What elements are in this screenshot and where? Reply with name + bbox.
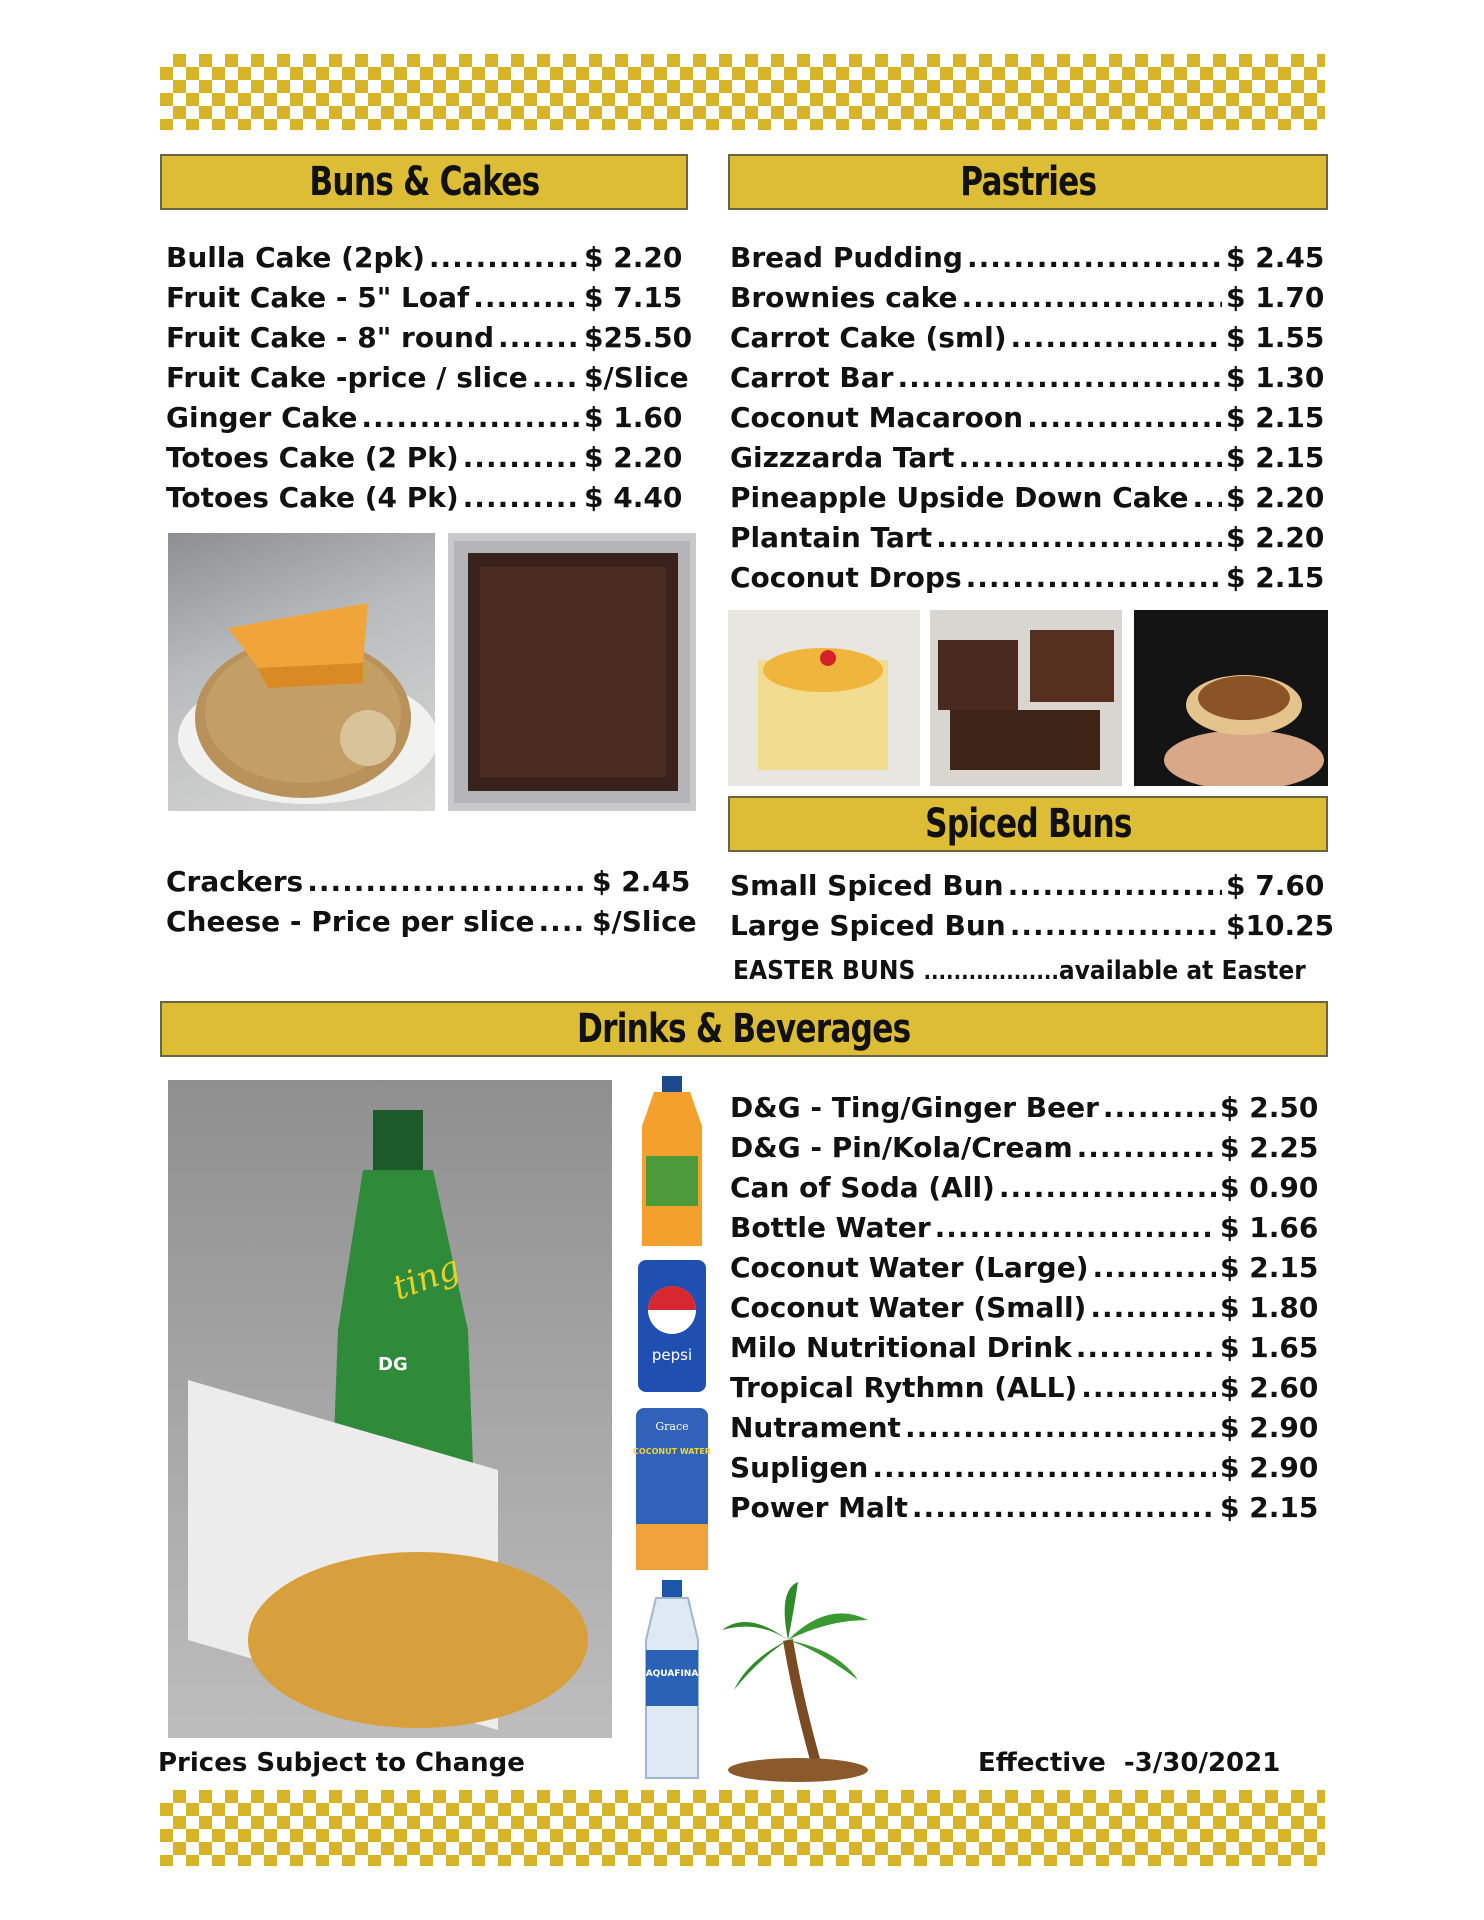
item-name: Totoes Cake (2 Pk) — [166, 441, 459, 474]
item-price: $ 2.20 — [1226, 481, 1325, 514]
item-price: $ 1.80 — [1220, 1291, 1319, 1324]
item-price: $ 4.40 — [584, 481, 683, 514]
pepsi-can-photo — [634, 1256, 710, 1396]
item-name: Coconut Water (Small) — [730, 1291, 1087, 1324]
banner-spiced-buns-title: Spiced Buns — [924, 801, 1132, 847]
menu-item-row — [730, 438, 1330, 478]
brownies-photo — [930, 610, 1122, 786]
menu-item-row — [166, 478, 688, 518]
menu-item-row — [730, 238, 1330, 278]
menu-item-row — [166, 278, 688, 318]
menu-item-row — [166, 358, 688, 398]
ginger-cake-photo — [448, 533, 696, 811]
item-name: D&G - Pin/Kola/Cream — [730, 1131, 1073, 1164]
item-name: Bulla Cake (2pk) — [166, 241, 425, 274]
item-price: $ 1.55 — [1226, 321, 1325, 354]
item-name: Large Spiced Bun — [730, 909, 1006, 942]
leader-dots — [429, 238, 580, 278]
leader-dots — [361, 398, 580, 438]
banner-spiced-buns — [728, 796, 1328, 852]
leader-dots — [1081, 1368, 1216, 1408]
leader-dots — [498, 318, 580, 358]
pastries-list — [730, 238, 1330, 598]
item-price: $ 2.45 — [1226, 241, 1325, 274]
bulla-cheese-illustration — [168, 533, 435, 811]
banner-buns-cakes — [160, 154, 688, 210]
pineapple-cake-photo — [728, 610, 920, 786]
easter-buns-label: EASTER BUNS — [733, 956, 916, 986]
pepsi-brand-text: pepsi — [651, 1346, 693, 1364]
leader-dots — [958, 438, 1222, 478]
ting-brand-text: ting — [387, 1247, 466, 1309]
item-price: $ 2.20 — [1226, 521, 1325, 554]
menu-item-row — [730, 1128, 1324, 1168]
leader-dots — [473, 278, 580, 318]
item-price: $ 2.50 — [1220, 1091, 1319, 1124]
ting-patty-photo — [168, 1080, 612, 1738]
item-price: $ 2.15 — [1226, 561, 1325, 594]
aquafina-bottle-illustration — [636, 1580, 708, 1782]
item-name: Crackers — [166, 865, 304, 898]
item-name: Milo Nutritional Drink — [730, 1331, 1072, 1364]
coconut-water-can-photo — [632, 1404, 712, 1574]
leader-dots — [1027, 398, 1222, 438]
leader-dots — [1076, 1328, 1216, 1368]
leader-dots — [307, 862, 588, 902]
ginger-cake-illustration — [448, 533, 696, 811]
banner-drinks — [160, 1001, 1328, 1057]
palm-tree-clipart — [718, 1580, 874, 1784]
menu-item-row — [166, 318, 693, 358]
item-name: Fruit Cake - 8" round — [166, 321, 495, 354]
spiced-buns-list — [730, 866, 1335, 946]
dg-logo-text: DG — [378, 1354, 408, 1375]
footer-effective-date: Effective -3/30/2021 — [978, 1748, 1281, 1778]
checker-border-bottom — [160, 1790, 1325, 1866]
menu-item-row — [730, 1368, 1324, 1408]
item-name: D&G - Ting/Ginger Beer — [730, 1091, 1099, 1124]
menu-item-row — [730, 1248, 1324, 1288]
leader-dots — [962, 278, 1222, 318]
leader-dots — [912, 1488, 1216, 1528]
item-name: Plantain Tart — [730, 521, 933, 554]
drinks-list — [730, 1088, 1324, 1528]
item-price: $/Slice — [592, 905, 697, 938]
menu-item-row — [166, 902, 696, 942]
item-name: Nutrament — [730, 1411, 901, 1444]
menu-item-row — [730, 318, 1330, 358]
leader-dots — [1010, 906, 1222, 946]
leader-dots — [967, 238, 1222, 278]
menu-item-row — [730, 1488, 1324, 1528]
pepsi-can-illustration — [634, 1256, 710, 1396]
menu-item-row — [730, 1288, 1324, 1328]
menu-item-row — [166, 862, 696, 902]
menu-item-row — [730, 1088, 1324, 1128]
item-name: Coconut Drops — [730, 561, 962, 594]
item-price: $ 2.45 — [592, 865, 691, 898]
leader-dots — [539, 902, 588, 942]
item-price: $ 2.60 — [1220, 1371, 1319, 1404]
gizzada-tart-illustration — [1134, 610, 1328, 786]
grace-brand-text: Grace — [655, 1420, 689, 1433]
aquafina-brand-text: AQUAFINA — [645, 1669, 699, 1679]
menu-item-row — [166, 438, 688, 478]
menu-item-row — [730, 1328, 1324, 1368]
item-name: Bottle Water — [730, 1211, 931, 1244]
leader-dots — [1008, 866, 1222, 906]
menu-item-row — [730, 518, 1330, 558]
item-name: Can of Soda (All) — [730, 1171, 995, 1204]
juice-bottle-photo — [632, 1076, 712, 1250]
leader-dots — [905, 1408, 1216, 1448]
item-price: $ 2.90 — [1220, 1451, 1319, 1484]
leader-dots — [935, 1208, 1216, 1248]
item-price: $10.25 — [1226, 909, 1335, 942]
easter-buns-dots: .................. — [923, 960, 1059, 985]
juice-bottle-illustration — [632, 1076, 712, 1250]
item-price: $ 1.70 — [1226, 281, 1325, 314]
banner-pastries-title: Pastries — [959, 159, 1097, 205]
menu-item-row — [730, 278, 1330, 318]
leader-dots — [1193, 478, 1222, 518]
item-price: $ 0.90 — [1220, 1171, 1319, 1204]
menu-item-row — [730, 1408, 1324, 1448]
item-name: Fruit Cake - 5" Loaf — [166, 281, 470, 314]
item-price: $ 2.20 — [584, 441, 683, 474]
item-price: $ 1.65 — [1220, 1331, 1319, 1364]
item-name: Brownies cake — [730, 281, 958, 314]
coconut-water-brand-text: COCONUT WATER — [633, 1447, 711, 1456]
item-price: $25.50 — [584, 321, 693, 354]
brownies-illustration — [930, 610, 1122, 786]
leader-dots — [999, 1168, 1216, 1208]
leader-dots — [463, 478, 580, 518]
item-price: $ 1.60 — [584, 401, 683, 434]
item-name: Bread Pudding — [730, 241, 963, 274]
item-price: $ 2.20 — [584, 241, 683, 274]
item-price: $ 2.15 — [1220, 1491, 1319, 1524]
menu-item-row — [730, 398, 1330, 438]
menu-item-row — [730, 906, 1335, 946]
item-price: $ 2.15 — [1226, 401, 1325, 434]
item-name: Supligen — [730, 1451, 869, 1484]
item-price: $ 2.15 — [1226, 441, 1325, 474]
pineapple-cake-illustration — [728, 610, 920, 786]
item-name: Totoes Cake (4 Pk) — [166, 481, 459, 514]
leader-dots — [1011, 318, 1222, 358]
menu-item-row — [730, 1208, 1324, 1248]
banner-buns-cakes-title: Buns & Cakes — [309, 159, 539, 205]
banner-pastries — [728, 154, 1328, 210]
item-name: Gizzzarda Tart — [730, 441, 955, 474]
item-name: Fruit Cake -price / slice — [166, 361, 528, 394]
leader-dots — [872, 1448, 1216, 1488]
leader-dots — [463, 438, 580, 478]
coconut-water-can-illustration — [632, 1404, 712, 1574]
item-name: Carrot Cake (sml) — [730, 321, 1007, 354]
item-name: Cheese - Price per slice — [166, 905, 535, 938]
menu-item-row — [730, 1448, 1324, 1488]
item-price: $ 1.30 — [1226, 361, 1325, 394]
buns-cakes-extra-list — [166, 862, 696, 942]
item-price: $ 2.15 — [1220, 1251, 1319, 1284]
item-price: $ 2.90 — [1220, 1411, 1319, 1444]
item-price: $ 7.60 — [1226, 869, 1325, 902]
leader-dots — [1103, 1088, 1216, 1128]
item-name: Coconut Water (Large) — [730, 1251, 1089, 1284]
aquafina-bottle-photo — [636, 1580, 708, 1782]
item-price: $ 2.25 — [1220, 1131, 1319, 1164]
ting-patty-illustration — [168, 1080, 612, 1738]
leader-dots — [532, 358, 580, 398]
item-name: Coconut Macaroon — [730, 401, 1024, 434]
leader-dots — [1093, 1248, 1216, 1288]
palm-tree-icon — [718, 1580, 874, 1784]
buns-cakes-list — [166, 238, 693, 518]
leader-dots — [966, 558, 1222, 598]
banner-drinks-title: Drinks & Beverages — [577, 1006, 911, 1052]
menu-item-row — [730, 558, 1330, 598]
easter-buns-note: available at Easter — [1058, 956, 1306, 986]
item-price: $ 7.15 — [584, 281, 683, 314]
leader-dots — [1090, 1288, 1216, 1328]
item-name: Power Malt — [730, 1491, 908, 1524]
menu-item-row — [166, 238, 688, 278]
leader-dots — [1077, 1128, 1216, 1168]
checker-border-top — [160, 54, 1325, 130]
item-name: Pineapple Upside Down Cake — [730, 481, 1189, 514]
menu-item-row — [166, 398, 688, 438]
item-name: Carrot Bar — [730, 361, 894, 394]
menu-item-row — [730, 1168, 1324, 1208]
easter-buns-line — [733, 956, 1306, 986]
footer-prices-note: Prices Subject to Change — [158, 1748, 525, 1778]
item-name: Tropical Rythmn (ALL) — [730, 1371, 1078, 1404]
menu-item-row — [730, 478, 1330, 518]
gizzada-tart-photo — [1134, 610, 1328, 786]
item-price: $/Slice — [584, 361, 689, 394]
bulla-cheese-photo — [168, 533, 435, 811]
leader-dots — [936, 518, 1222, 558]
item-price: $ 1.66 — [1220, 1211, 1319, 1244]
menu-item-row — [730, 358, 1330, 398]
leader-dots — [897, 358, 1222, 398]
item-name: Small Spiced Bun — [730, 869, 1004, 902]
item-name: Ginger Cake — [166, 401, 358, 434]
menu-item-row — [730, 866, 1330, 906]
